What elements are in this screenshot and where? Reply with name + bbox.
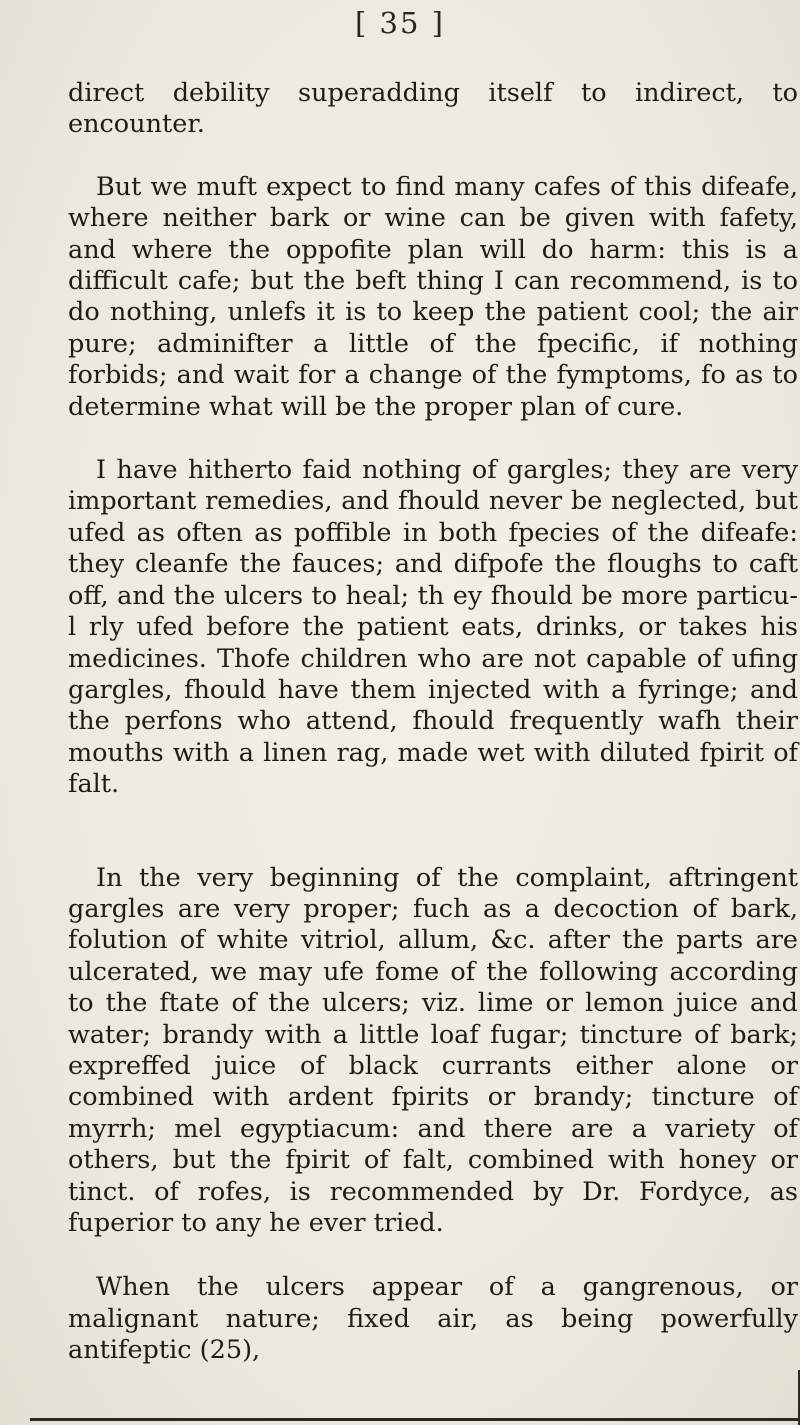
paragraph-continuation: direct debility superadding itself to indirect, to encounter. <box>68 78 798 140</box>
paragraph-gargles: I have hitherto faid nothing of gargles; they are very important remedies, and fhould never be neglected, but ufed as often as poffible in both fpecies of the difeafe: they cleanfe the fauces; and difpofe the floughs to caft off, and the ulcers to heal; th ey fhould be more particu-l rly ufed before the patient eats, drinks, or takes his medicines. Thofe children who are not capable of ufing gargles, fhould have them injected with a fyringe; and the perfons who attend, fhould frequently wafh their mouths with a linen rag, made wet with diluted fpirit of falt. <box>68 455 798 800</box>
paragraph-gangrenous-ulcers: When the ulcers appear of a gangrenous, or malignant nature; fixed air, as being powerfully antifeptic (25), <box>68 1272 798 1366</box>
page-bottom-edge <box>30 1418 800 1421</box>
paragraph-difficult-case: But we muft expect to find many cafes of this difeafe, where neither bark or wine can be given with fafety, and where the oppofite plan will do harm: this is a difficult cafe; but the beft thing I can recommend, is to do nothing, unlefs it is to keep the patient cool; the air pure; adminifter a little of the fpecific, if nothing forbids; and wait for a change of the fymptoms, fo as to determine what will be the proper plan of cure. <box>68 171 798 422</box>
page-number: [ 35 ] <box>355 6 445 40</box>
body-text <box>68 78 798 1367</box>
paragraph-astringent-gargles: In the very beginning of the complaint, aftringent gargles are very proper; fuch as a decoction of bark, folution of white vitriol, allum, &c. after the parts are ulcerated, we may ufe fome of the following according to the ftate of the ulcers; viz. lime or lemon juice and water; brandy with a little loaf fugar; tincture of bark; expreffed juice of black currants either alone or combined with ardent fpirits or brandy; tincture of myrrh; mel egyptiacum: and there are a variety of others, but the fpirit of falt, combined with honey or tinct. of rofes, is recommended by Dr. Fordyce, as fuperior to any he ever tried. <box>68 862 798 1238</box>
